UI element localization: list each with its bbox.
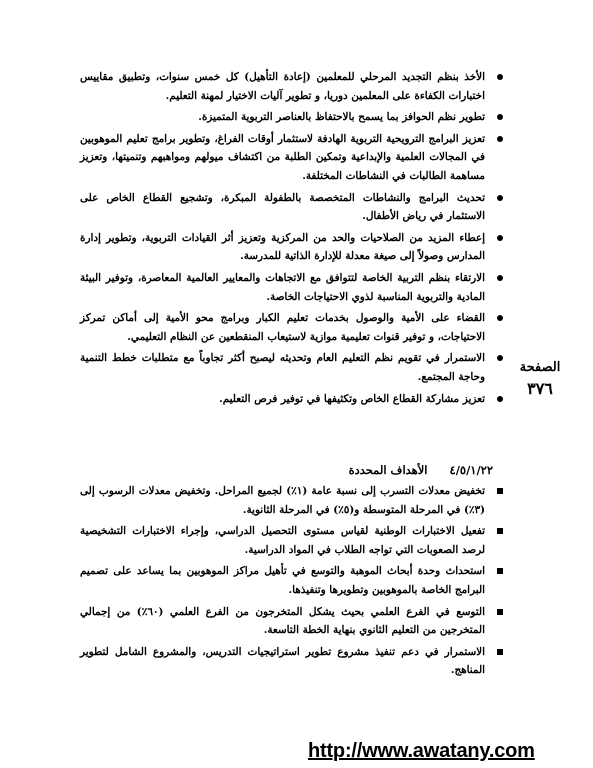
- section-number: ٤/٥/١/٢٢: [449, 463, 493, 477]
- goals-list: [80, 68, 505, 411]
- list-item: [80, 643, 505, 680]
- bullet-icon: [497, 74, 503, 80]
- page-number: ٣٧٦: [527, 379, 553, 398]
- list-item-text: التوسع في الفرع العلمي بحيث يشكل المتخرجون من الفرع العلمي (٦٠٪) من إجمالي المتخرجين من التعليم الثانوي بنهاية الخطة التاسعة.: [80, 605, 485, 637]
- list-item-text: تخفيض معدلات التسرب إلى نسبة عامة (١٪) لجميع المراحل. وتخفيض معدلات الرسوب إلى (٣٪) في المرحلة المتوسطة و(٥٪) في المرحلة الثانوية.: [80, 485, 485, 516]
- bullet-icon: [497, 114, 503, 120]
- list-item: [80, 68, 505, 105]
- section-heading: [349, 463, 493, 477]
- list-item: [80, 562, 505, 599]
- list-item-text: الأخذ بنظم التجديد المرحلي للمعلمين (إعادة التأهيل) كل خمس سنوات، وتطبيق مقاييس اختبارات الكفاءة على المعلمين دوريا، و تطوير آليات الاختيار لمهنة التعليم.: [80, 71, 485, 102]
- list-item-text: استحداث وحدة أبحاث الموهبة والتوسع في تأهيل مراكز الموهوبين بما يساعد على تصميم البرامج الخاصة بالموهوبين وتطويرها وتنفيذها.: [80, 565, 485, 596]
- list-item: [80, 189, 505, 226]
- bullet-icon: [497, 396, 503, 402]
- square-bullet-icon: [497, 609, 503, 615]
- bullet-icon: [497, 235, 503, 241]
- bullet-icon: [497, 136, 503, 142]
- footer-url-link[interactable]: http://www.awatany.com: [308, 740, 535, 762]
- targets-list: [80, 482, 505, 683]
- page-marker: [505, 358, 575, 400]
- list-item: [80, 229, 505, 266]
- list-item-text: تعزيز مشاركة القطاع الخاص وتكثيفها في توفير فرص التعليم.: [219, 392, 485, 405]
- list-item: [80, 390, 505, 409]
- list-item: [80, 309, 505, 346]
- square-bullet-icon: [497, 488, 503, 494]
- list-item-text: تحديث البرامج والنشاطات المتخصصة بالطفولة المبكرة، وتشجيع القطاع الخاص على الاستثمار في رياض الأطفال.: [80, 191, 485, 223]
- list-item-text: القضاء على الأمية والوصول بخدمات تعليم الكبار وبرامج محو الأمية إلى أماكن تمركز الاحتياجات، و توفير قنوات تعليمية موازية لاستيعاب المنقطعين عن النظام التعليمي.: [80, 312, 485, 343]
- section-title: الأهداف المحددة: [348, 463, 428, 477]
- list-item: [80, 269, 505, 306]
- list-item-text: الاستمرار في تقويم نظم التعليم العام وتحديثه ليصبح أكثر تجاوباً مع متطلبات خطط التنمية وحاجة المجتمع.: [80, 352, 485, 383]
- list-item-text: تطوير نظم الحوافز بما يسمح بالاحتفاظ بالعناصر التربوية المتميزة.: [198, 111, 485, 124]
- bullet-icon: [497, 315, 503, 321]
- list-item: [80, 349, 505, 386]
- square-bullet-icon: [497, 568, 503, 574]
- bullet-icon: [497, 275, 503, 281]
- square-bullet-icon: [497, 528, 503, 534]
- list-item-text: الارتقاء بنظم التربية الخاصة لتتوافق مع الاتجاهات والمعايير العالمية المعاصرة، وتوفير البيئة المادية والتربوية المناسبة لذوي الاحتياجات الخاصة.: [80, 271, 485, 303]
- list-item-text: تعزيز البرامج الترويحية التربوية الهادفة لاستثمار أوقات الفراغ، وتطوير برامج تعليم الموهوبين في المجالات العلمية والإبداعية وتمكين الطلبة من اكتشاف ميولهم ومواهبهم وتنميتها، وتعزيز مساهمة الطالبات في النشاطات المختلفة.: [80, 132, 485, 182]
- square-bullet-icon: [497, 649, 503, 655]
- list-item: [80, 522, 505, 559]
- list-item-text: إعطاء المزيد من الصلاحيات والحد من المركزية وتعزيز أثر القيادات التربوية، وتطوير إدارة المدارس وصولاً إلى صيغة معدلة للإدارة الذاتية للمدرسة.: [80, 231, 485, 263]
- page-label: الصفحة: [519, 360, 561, 375]
- list-item: [80, 108, 505, 127]
- list-item: [80, 603, 505, 640]
- list-item: [80, 130, 505, 186]
- bullet-icon: [497, 195, 503, 201]
- list-item-text: تفعيل الاختبارات الوطنية لقياس مستوى التحصيل الدراسي، وإجراء الاختبارات التشخيصية لرصد الصعوبات التي تواجه الطلاب في المواد الدراسية.: [80, 525, 485, 556]
- list-item: [80, 482, 505, 519]
- list-item-text: الاستمرار في دعم تنفيذ مشروع تطوير استراتيجيات التدريس، والمشروع الشامل لتطوير المناهج.: [80, 645, 485, 677]
- bullet-icon: [497, 355, 503, 361]
